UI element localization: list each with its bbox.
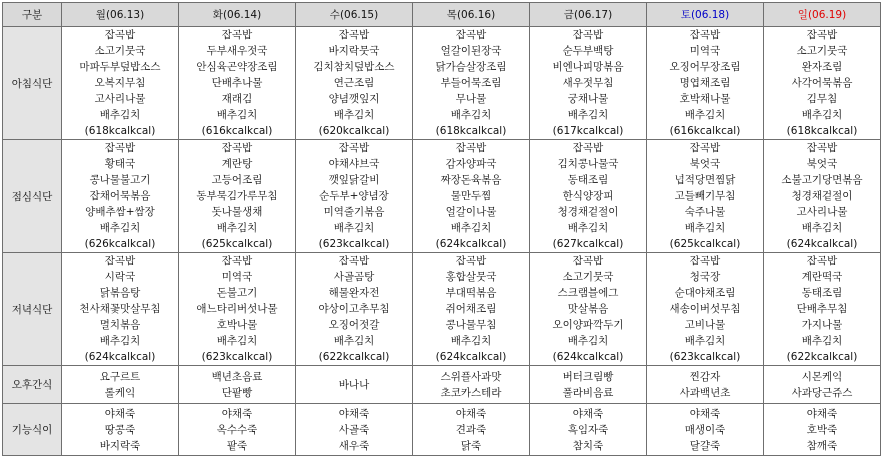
menu-item: (617kcalkcal) [552,125,624,137]
menu-item: 잡곡밥 [104,29,136,41]
day-header-mon: 월(06.13) [62,3,179,27]
menu-item: 배추김치 [567,222,609,234]
menu-cell-mon [62,140,179,253]
menu-cell-thu [413,27,530,140]
menu-item: 잡곡밥 [104,255,136,267]
meal-label: 저녁식단 [3,253,62,366]
menu-cell-sat [647,27,764,140]
menu-item: 잡곡밥 [104,142,136,154]
menu-cell-sat [647,140,764,253]
menu-item: 소고기뭇국 [796,45,848,57]
menu-cell-wed [296,404,413,456]
day-header-fri: 금(06.17) [530,3,647,27]
menu-item: 동부묵김가루무침 [196,190,278,202]
menu-cell-sat [647,404,764,456]
day-header-sat: 토(06.18) [647,3,764,27]
menu-item: (624kcalkcal) [435,238,507,250]
menu-item: 잡채어묵볶음 [89,190,151,202]
menu-item: 단배추무침 [796,303,848,315]
menu-item: 잡곡밥 [806,29,838,41]
menu-item: 미역국 [221,271,253,283]
menu-cell-wed [296,253,413,366]
meal-label: 오후간식 [3,366,62,404]
menu-item: 야채죽 [104,407,136,420]
menu-item: 잡곡밥 [221,142,253,154]
menu-item: (626kcalkcal) [84,238,156,250]
menu-item: 돈불고기 [216,287,258,299]
menu-item: 단배추나물 [211,77,263,89]
menu-item: 배추김치 [450,222,492,234]
special-diet-row [3,404,881,456]
menu-cell-fri [530,27,647,140]
menu-cell-wed [296,27,413,140]
menu-item: 잡곡밥 [572,29,604,41]
menu-item: 야채죽 [338,407,370,420]
menu-item: (622kcalkcal) [786,351,858,363]
menu-item: 배추김치 [99,222,141,234]
menu-item: 새우젓무침 [562,77,614,89]
menu-item: 김치참치덮밥소스 [313,61,395,73]
menu-item: 청경채겉절이 [791,190,853,202]
menu-item: 배추김치 [684,109,726,121]
menu-item: 황태국 [104,158,136,170]
menu-item: (623kcalkcal) [201,351,273,363]
menu-item: 북엇국 [689,158,721,170]
menu-cell-thu [413,253,530,366]
menu-item: 궁채나물 [567,93,609,105]
menu-item: 재래김 [221,93,253,105]
menu-item: 스크램블에그 [557,287,619,299]
menu-item: 잡곡밥 [455,29,487,41]
menu-cell-fri [530,253,647,366]
menu-item: 고들빼기무침 [674,190,736,202]
menu-item: 바지락죽 [99,439,141,452]
menu-item: 달걀죽 [689,439,721,452]
menu-item: 무나물 [455,93,487,105]
snack-row [3,366,881,404]
menu-item: 계란떡국 [801,271,843,283]
menu-item: 잡곡밥 [221,29,253,41]
breakfast-row [3,27,881,140]
menu-item: 야채죽 [572,407,604,420]
menu-item: 호박죽 [806,423,838,436]
menu-item: 배추김치 [567,109,609,121]
menu-cell-sat [647,366,764,404]
menu-item: 맛살볶음 [567,303,609,315]
meal-label: 점심식단 [3,140,62,253]
menu-item: 물만두찜 [450,190,492,202]
menu-item: 완자조림 [801,61,843,73]
menu-item: 오징어무장조림 [669,61,741,73]
menu-item: 참깨죽 [806,439,838,452]
meal-label: 아침식단 [3,27,62,140]
menu-item: 잡곡밥 [455,255,487,267]
menu-cell-wed [296,140,413,253]
menu-item: (624kcalkcal) [552,351,624,363]
menu-item: 순두부+양념장 [319,190,389,202]
menu-item: 매생이죽 [684,423,726,436]
menu-cell-thu [413,404,530,456]
menu-item: 야상이고추무침 [318,303,390,315]
menu-item: 오이양파깍두기 [552,319,624,331]
menu-item: 멸치볶음 [99,319,141,331]
menu-cell-fri [530,140,647,253]
menu-item: (616kcalkcal) [669,125,741,137]
menu-item: 오징어젓갈 [328,319,380,331]
menu-item: 청국장 [689,271,721,283]
menu-item: 천사채꽃맛살무침 [79,303,161,315]
menu-item: 풀라비음료 [562,386,614,399]
menu-item: (624kcalkcal) [786,238,858,250]
menu-body [3,27,881,456]
menu-item: 롤케익 [104,386,136,399]
menu-item: 부들어묵조림 [440,77,502,89]
menu-item: 고등어조림 [211,174,263,186]
menu-item: 배추김치 [801,109,843,121]
menu-item: 명엽채조림 [679,77,731,89]
menu-item: 바지락뭇국 [328,45,380,57]
menu-item: 김치콩나물국 [557,158,619,170]
menu-item: 잡곡밥 [689,255,721,267]
menu-item: 배추김치 [450,335,492,347]
menu-item: 스위플사과맛 [440,370,502,383]
menu-item: 잡곡밥 [455,142,487,154]
menu-item: 야채죽 [689,407,721,420]
menu-item: 시락국 [104,271,136,283]
menu-item: (625kcalkcal) [201,238,273,250]
menu-item: 닭볶음탕 [99,287,141,299]
menu-item: (627kcalkcal) [552,238,624,250]
menu-item: 안심육곤약장조림 [196,61,278,73]
menu-item: 잡곡밥 [572,255,604,267]
menu-item: 사골죽 [338,423,370,436]
menu-cell-mon [62,27,179,140]
menu-item: 배추김치 [333,222,375,234]
menu-cell-thu [413,366,530,404]
menu-item: 견과죽 [455,423,487,436]
menu-item: 닭죽 [460,439,482,452]
menu-item: 오복지무침 [94,77,146,89]
day-header-wed: 수(06.15) [296,3,413,27]
menu-item: 한식양장피 [562,190,614,202]
menu-item: 소불고기당면볶음 [781,174,863,186]
menu-item: 잡곡밥 [689,29,721,41]
menu-item: 양배추쌈+쌈장 [85,206,155,218]
menu-item: 버터크림빵 [562,370,614,383]
menu-item: 김무침 [806,93,838,105]
header-row [3,3,881,27]
menu-item: 팥죽 [226,439,248,452]
menu-cell-mon [62,404,179,456]
menu-item: (620kcalkcal) [318,125,390,137]
menu-item: (624kcalkcal) [84,351,156,363]
meal-label: 기능식이 [3,404,62,456]
dinner-row [3,253,881,366]
menu-item: 소고기뭇국 [562,271,614,283]
menu-item: 잡곡밥 [806,142,838,154]
menu-item: (618kcalkcal) [786,125,858,137]
day-header-sun: 일(06.19) [764,3,881,27]
menu-item: (624kcalkcal) [435,351,507,363]
menu-item: 야채죽 [455,407,487,420]
menu-item: 배추김치 [684,222,726,234]
menu-item: 소고기뭇국 [94,45,146,57]
menu-item: 잡곡밥 [689,142,721,154]
corner-header: 구분 [3,3,62,27]
menu-item: (625kcalkcal) [669,238,741,250]
menu-item: 야채샤브국 [328,158,380,170]
menu-item: 사과백년초 [679,386,731,399]
menu-item: 찐감자 [689,370,721,383]
menu-item: 짜장돈육볶음 [440,174,502,186]
menu-item: 바나나 [338,378,370,391]
menu-item: (618kcalkcal) [435,125,507,137]
menu-item: 순두부백탕 [562,45,614,57]
menu-item: 쥐어채조림 [445,303,497,315]
menu-item: 배추김치 [567,335,609,347]
menu-item: 요구르트 [99,370,141,383]
menu-item: 배추김치 [333,109,375,121]
menu-item: 땅콩죽 [104,423,136,436]
menu-item: 배추김치 [216,335,258,347]
menu-item: 가지나물 [801,319,843,331]
menu-item: 고비나물 [684,319,726,331]
menu-cell-tue [179,27,296,140]
menu-item: 시몬케익 [801,370,843,383]
menu-item: 옥수수죽 [216,423,258,436]
menu-item: 참치죽 [572,439,604,452]
menu-item: 돗나물생채 [211,206,263,218]
menu-item: 깻잎닭갈비 [328,174,380,186]
menu-item: 넙적당면찜닭 [674,174,736,186]
menu-cell-tue [179,366,296,404]
menu-cell-sat [647,253,764,366]
menu-item: 고사리나물 [796,206,848,218]
menu-item: 잡곡밥 [572,142,604,154]
menu-item: 흑임자죽 [567,423,609,436]
menu-cell-fri [530,366,647,404]
menu-cell-sun [764,404,881,456]
menu-item: 비엔나피망볶음 [552,61,624,73]
menu-item: 잡곡밥 [806,255,838,267]
menu-item: 사과당근쥬스 [791,386,853,399]
weekly-menu-table [2,2,881,456]
menu-item: (623kcalkcal) [669,351,741,363]
menu-cell-wed [296,366,413,404]
menu-item: 양념깻잎지 [328,93,380,105]
menu-item: 순대야채조림 [674,287,736,299]
menu-item: 배추김치 [99,335,141,347]
menu-cell-sun [764,253,881,366]
menu-item: 미역줄기볶음 [323,206,385,218]
menu-cell-mon [62,253,179,366]
menu-item: 콩나물무침 [445,319,497,331]
menu-item: 배추김치 [801,222,843,234]
lunch-row [3,140,881,253]
menu-cell-sun [764,27,881,140]
menu-item: 청경채겉절이 [557,206,619,218]
menu-cell-sun [764,366,881,404]
menu-item: (618kcalkcal) [84,125,156,137]
menu-item: 감자양파국 [445,158,497,170]
menu-item: 야채죽 [806,407,838,420]
menu-item: 사골곰탕 [333,271,375,283]
menu-item: 부대떡볶음 [445,287,497,299]
menu-item: 얼갈이된장국 [440,45,502,57]
menu-item: 닭가슴살장조림 [435,61,507,73]
menu-item: 배추김치 [216,109,258,121]
menu-item: 배추김치 [216,222,258,234]
menu-item: 새우죽 [338,439,370,452]
menu-item: 미역국 [689,45,721,57]
menu-cell-fri [530,404,647,456]
menu-item: 고사리나물 [94,93,146,105]
menu-item: 단팥빵 [221,386,253,399]
menu-item: 배추김치 [684,335,726,347]
menu-item: 배추김치 [801,335,843,347]
menu-item: 야채죽 [221,407,253,420]
menu-cell-tue [179,140,296,253]
menu-item: 콩나물불고기 [89,174,151,186]
menu-item: 백년초음료 [211,370,263,383]
menu-item: (622kcalkcal) [318,351,390,363]
menu-cell-thu [413,140,530,253]
menu-item: 잡곡밥 [338,255,370,267]
menu-item: 두부새우젓국 [206,45,268,57]
day-header-tue: 화(06.14) [179,3,296,27]
menu-item: 동태조림 [567,174,609,186]
menu-cell-mon [62,366,179,404]
menu-item: 호박채나물 [679,93,731,105]
menu-item: 배추김치 [450,109,492,121]
menu-item: 잡곡밥 [221,255,253,267]
menu-item: 홍합살뭇국 [445,271,497,283]
menu-item: 새송이버섯무침 [669,303,741,315]
menu-item: 숙주나물 [684,206,726,218]
menu-item: (616kcalkcal) [201,125,273,137]
menu-item: 사각어묵볶음 [791,77,853,89]
menu-item: 해물완자전 [328,287,380,299]
menu-cell-tue [179,404,296,456]
menu-cell-sun [764,140,881,253]
menu-item: 잡곡밥 [338,142,370,154]
menu-item: 애느타리버섯나물 [196,303,278,315]
menu-item: 호박나물 [216,319,258,331]
menu-item: 북엇국 [806,158,838,170]
menu-item: 얼갈이나물 [445,206,497,218]
menu-item: 초코카스테라 [440,386,502,399]
menu-item: 마파두부덮밥소스 [79,61,161,73]
menu-item: 배추김치 [99,109,141,121]
menu-item: 배추김치 [333,335,375,347]
menu-item: (623kcalkcal) [318,238,390,250]
menu-item: 연근조림 [333,77,375,89]
day-header-thu: 목(06.16) [413,3,530,27]
menu-item: 동태조림 [801,287,843,299]
menu-item: 계란탕 [221,158,253,170]
menu-cell-tue [179,253,296,366]
menu-item: 잡곡밥 [338,29,370,41]
